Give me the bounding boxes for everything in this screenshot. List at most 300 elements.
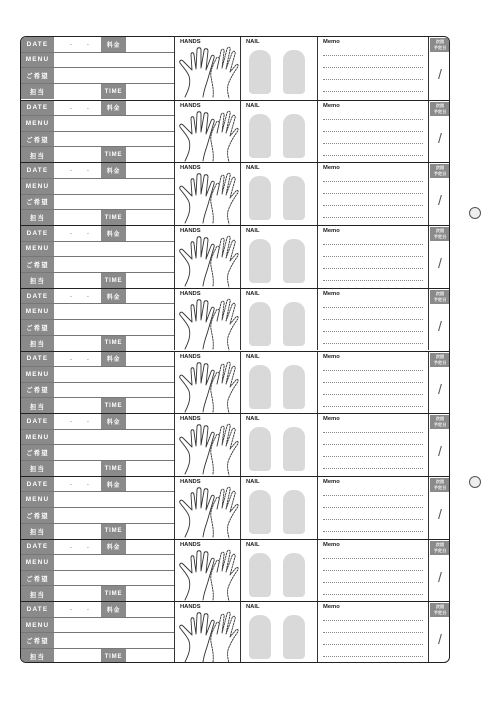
memo-label: Memo [323,541,340,548]
next-visit-label [430,478,450,492]
date-slash: / [438,255,442,272]
memo-label: Memo [323,102,340,109]
memo-section [318,37,429,100]
fee-label: 料金 [101,101,126,116]
date-label: DATE [21,37,54,52]
hands-label: HANDS [180,353,201,360]
request-label: ご希望 [21,257,54,272]
time-label: TIME [101,273,126,289]
fee-label: 料金 [101,163,126,178]
menu-row [21,430,174,446]
time-label: TIME [101,84,126,100]
date-slash-icon [429,499,450,529]
hands-section [175,602,241,663]
hand-outline-icon [177,548,239,602]
next-visit-label-line1: 次回 [435,165,445,171]
date-slash-icon [429,185,450,215]
request-row [21,257,174,273]
nail-section [241,352,318,414]
nail-label: NAIL [246,541,260,548]
next-visit-section [429,477,450,539]
memo-line [323,67,423,68]
memo-line [323,632,423,633]
date-separator: . [70,354,72,362]
date-slash: / [438,568,442,585]
menu-label: MENU [21,430,54,445]
memo-line [323,507,423,508]
request-row [21,445,174,461]
date-label: DATE [21,540,54,555]
memo-line [323,444,423,445]
record-info-panel [21,163,175,225]
memo-line [323,217,423,218]
date-row [21,352,174,368]
time-label: TIME [101,147,126,163]
nail-section [241,540,318,602]
next-visit-label [430,227,450,241]
client-record [21,351,449,414]
hands-section [175,352,241,414]
memo-section [318,477,429,539]
memo-line [323,268,423,269]
date-separator: . [87,542,89,550]
nail-shape-icon [249,427,271,471]
memo-section [318,226,429,288]
menu-row [21,304,174,320]
staff-row [21,84,174,100]
memo-line [323,319,423,320]
date-slash: / [438,380,442,397]
date-separator: . [87,103,89,111]
hand-outline-icon [177,485,239,539]
date-row [21,477,174,493]
date-label: DATE [21,414,54,429]
request-row [21,132,174,148]
memo-label: Memo [323,604,340,611]
time-label: TIME [101,586,126,602]
hands-section [175,163,241,225]
next-visit-label [430,164,450,178]
menu-label: MENU [21,242,54,257]
nail-shape-icon [249,176,271,220]
next-visit-label-line2: 予定日 [433,359,447,365]
date-row [21,602,174,618]
hand-outline-icon [177,610,239,663]
request-label: ご希望 [21,445,54,460]
memo-line [323,280,423,281]
record-info-panel [21,37,175,100]
date-label: DATE [21,163,54,178]
nail-section [241,37,318,100]
record-info-panel [21,101,175,163]
hands-label: HANDS [180,165,201,172]
hands-label: HANDS [180,604,201,611]
memo-line [323,193,423,194]
nail-label: NAIL [246,102,260,109]
record-info-panel [21,414,175,476]
memo-line [323,406,423,407]
memo-label: Memo [323,39,340,45]
memo-section [318,414,429,476]
next-visit-label-line1: 次回 [435,290,445,296]
date-slash: / [438,443,442,460]
date-row [21,289,174,305]
next-visit-section [429,226,450,288]
date-row [21,101,174,117]
date-label: DATE [21,477,54,492]
date-separator: . [87,417,89,425]
date-separator: . [70,417,72,425]
date-slash: / [438,129,442,146]
record-info-panel [21,226,175,288]
date-separator: . [70,103,72,111]
nail-shape-icon [249,114,271,158]
menu-label: MENU [21,304,54,319]
memo-line [323,181,423,182]
client-record [21,413,449,476]
client-record [21,601,449,663]
staff-label: 担当 [21,398,54,414]
time-label: TIME [101,398,126,414]
memo-line [323,570,423,571]
nail-shape-icon [283,50,305,94]
nail-shape-icon [249,365,271,409]
date-slash-icon [429,436,450,466]
next-visit-section [429,101,450,163]
date-separator: . [87,166,89,174]
nail-shape-icon [283,553,305,597]
next-visit-section [429,37,450,100]
client-record [21,288,449,351]
record-info-panel [21,477,175,539]
menu-row [21,555,174,571]
date-slash-icon [429,248,450,278]
hands-label: HANDS [180,39,201,45]
request-label: ご希望 [21,571,54,586]
nail-shape-icon [249,615,271,659]
date-row [21,226,174,242]
memo-line [323,307,423,308]
date-label: DATE [21,289,54,304]
date-slash-icon [429,59,450,89]
next-visit-label-line2: 予定日 [433,484,447,490]
date-row [21,163,174,179]
date-separator: . [70,605,72,613]
memo-line [323,343,423,344]
client-record [21,162,449,225]
memo-section [318,289,429,351]
nail-shape-icon [283,615,305,659]
record-info-panel [21,602,175,663]
next-visit-label [430,38,450,52]
next-visit-label-line1: 次回 [435,102,445,108]
time-label: TIME [101,336,126,352]
hands-section [175,477,241,539]
request-label: ご希望 [21,383,54,398]
next-visit-label [430,102,450,116]
memo-section [318,352,429,414]
menu-row [21,492,174,508]
nail-record-sheet [20,36,450,663]
staff-label: 担当 [21,273,54,289]
date-row [21,540,174,556]
menu-label: MENU [21,555,54,570]
date-slash-icon [429,562,450,592]
time-label: TIME [101,524,126,540]
hands-section [175,101,241,163]
record-info-panel [21,352,175,414]
nail-section [241,101,318,163]
request-label: ご希望 [21,320,54,335]
next-visit-label [430,415,450,429]
record-info-panel [21,540,175,602]
fee-label: 料金 [101,352,126,367]
request-row [21,383,174,399]
menu-row [21,242,174,258]
hands-label: HANDS [180,290,201,297]
request-row [21,508,174,524]
staff-row [21,273,174,289]
next-visit-label-line1: 次回 [435,604,445,610]
client-record [21,476,449,539]
memo-line [323,531,423,532]
request-label: ご希望 [21,633,54,648]
nail-shape-icon [249,50,271,94]
staff-row [21,336,174,352]
hand-outline-icon [177,234,239,288]
memo-line [323,382,423,383]
nail-shape-icon [283,490,305,534]
memo-line [323,558,423,559]
hands-label: HANDS [180,102,201,109]
memo-line [323,131,423,132]
nail-shape-icon [249,553,271,597]
date-label: DATE [21,352,54,367]
date-row [21,414,174,430]
next-visit-section [429,352,450,414]
nail-section [241,602,318,663]
hands-section [175,414,241,476]
nail-label: NAIL [246,165,260,172]
date-separator: . [87,291,89,299]
punch-hole-icon [469,476,481,488]
menu-row [21,618,174,634]
memo-line [323,256,423,257]
menu-label: MENU [21,492,54,507]
next-visit-label-line1: 次回 [435,541,445,547]
date-slash-icon [429,311,450,341]
memo-label: Memo [323,165,340,172]
memo-line [323,468,423,469]
date-slash-icon [429,374,450,404]
memo-section [318,101,429,163]
memo-line [323,519,423,520]
client-record [21,37,449,100]
memo-line [323,155,423,156]
hands-section [175,540,241,602]
staff-label: 担当 [21,84,54,100]
memo-line [323,495,423,496]
next-visit-label [430,541,450,555]
next-visit-label-line2: 予定日 [433,296,447,302]
date-slash: / [438,317,442,334]
memo-line [323,79,423,80]
request-row [21,633,174,649]
memo-label: Memo [323,228,340,235]
hands-section [175,226,241,288]
time-label: TIME [101,210,126,226]
hands-label: HANDS [180,478,201,485]
fee-label: 料金 [101,477,126,492]
next-visit-label-line1: 次回 [435,39,445,44]
memo-section [318,540,429,602]
next-visit-label-line2: 予定日 [433,45,447,50]
hand-outline-icon [177,45,239,99]
date-label: DATE [21,602,54,617]
memo-line [323,432,423,433]
nail-section [241,163,318,225]
next-visit-label-line2: 予定日 [433,422,447,428]
nail-shape-icon [283,239,305,283]
nail-shape-icon [283,427,305,471]
nail-shape-icon [283,302,305,346]
nail-label: NAIL [246,290,260,297]
time-label: TIME [101,649,126,663]
fee-label: 料金 [101,226,126,241]
next-visit-section [429,540,450,602]
nail-shape-icon [283,176,305,220]
date-label: DATE [21,226,54,241]
next-visit-label-line2: 予定日 [433,108,447,114]
next-visit-label-line2: 予定日 [433,610,447,616]
nail-section [241,477,318,539]
next-visit-label-line1: 次回 [435,353,445,359]
staff-row [21,586,174,602]
memo-label: Memo [323,416,340,423]
hands-label: HANDS [180,416,201,423]
request-label: ご希望 [21,508,54,523]
next-visit-label-line1: 次回 [435,416,445,422]
date-separator: . [70,542,72,550]
hand-outline-icon [177,171,239,225]
nail-shape-icon [249,239,271,283]
nail-shape-icon [283,365,305,409]
date-separator: . [87,479,89,487]
next-visit-label-line2: 予定日 [433,234,447,240]
menu-label: MENU [21,53,54,68]
date-label: DATE [21,101,54,116]
request-label: ご希望 [21,132,54,147]
next-visit-section [429,163,450,225]
fee-label: 料金 [101,414,126,429]
staff-row [21,649,174,663]
memo-section [318,163,429,225]
date-separator: . [70,229,72,237]
nail-label: NAIL [246,416,260,423]
fee-label: 料金 [101,37,126,52]
menu-row [21,179,174,195]
memo-line [323,594,423,595]
request-label: ご希望 [21,195,54,210]
nail-label: NAIL [246,39,260,45]
next-visit-label-line2: 予定日 [433,171,447,177]
memo-line [323,370,423,371]
request-row [21,320,174,336]
record-info-panel [21,289,175,351]
hand-outline-icon [177,422,239,476]
staff-row [21,210,174,226]
memo-line [323,644,423,645]
menu-row [21,116,174,132]
date-separator: . [70,479,72,487]
nail-label: NAIL [246,353,260,360]
date-separator: . [87,605,89,613]
memo-label: Memo [323,478,340,485]
memo-label: Memo [323,290,340,297]
next-visit-label [430,290,450,304]
next-visit-label-line1: 次回 [435,228,445,234]
date-slash-icon [429,123,450,153]
staff-label: 担当 [21,461,54,477]
next-visit-section [429,289,450,351]
staff-label: 担当 [21,336,54,352]
date-separator: . [87,229,89,237]
date-row [21,37,174,53]
menu-label: MENU [21,618,54,633]
menu-label: MENU [21,367,54,382]
staff-label: 担当 [21,524,54,540]
request-row [21,195,174,211]
hand-outline-icon [177,360,239,414]
request-label: ご希望 [21,68,54,83]
next-visit-label-line2: 予定日 [433,547,447,553]
next-visit-section [429,414,450,476]
request-row [21,68,174,84]
memo-label: Memo [323,353,340,360]
staff-label: 担当 [21,210,54,226]
nail-section [241,226,318,288]
staff-row [21,524,174,540]
date-slash: / [438,192,442,209]
staff-label: 担当 [21,649,54,663]
date-slash-icon [429,624,450,654]
nail-shape-icon [283,114,305,158]
memo-line [323,456,423,457]
fee-label: 料金 [101,289,126,304]
date-slash: / [438,631,442,648]
next-visit-label-line1: 次回 [435,478,445,484]
menu-label: MENU [21,179,54,194]
memo-line [323,394,423,395]
staff-label: 担当 [21,586,54,602]
hand-outline-icon [177,297,239,351]
client-record [21,539,449,602]
client-record [21,100,449,163]
memo-line [323,656,423,657]
memo-line [323,119,423,120]
fee-label: 料金 [101,602,126,617]
client-record [21,225,449,288]
hands-section [175,289,241,351]
nail-shape-icon [249,490,271,534]
staff-row [21,147,174,163]
nail-section [241,289,318,351]
date-separator: . [70,291,72,299]
hands-label: HANDS [180,228,201,235]
date-slash: / [438,505,442,522]
hand-outline-icon [177,109,239,163]
staff-row [21,461,174,477]
